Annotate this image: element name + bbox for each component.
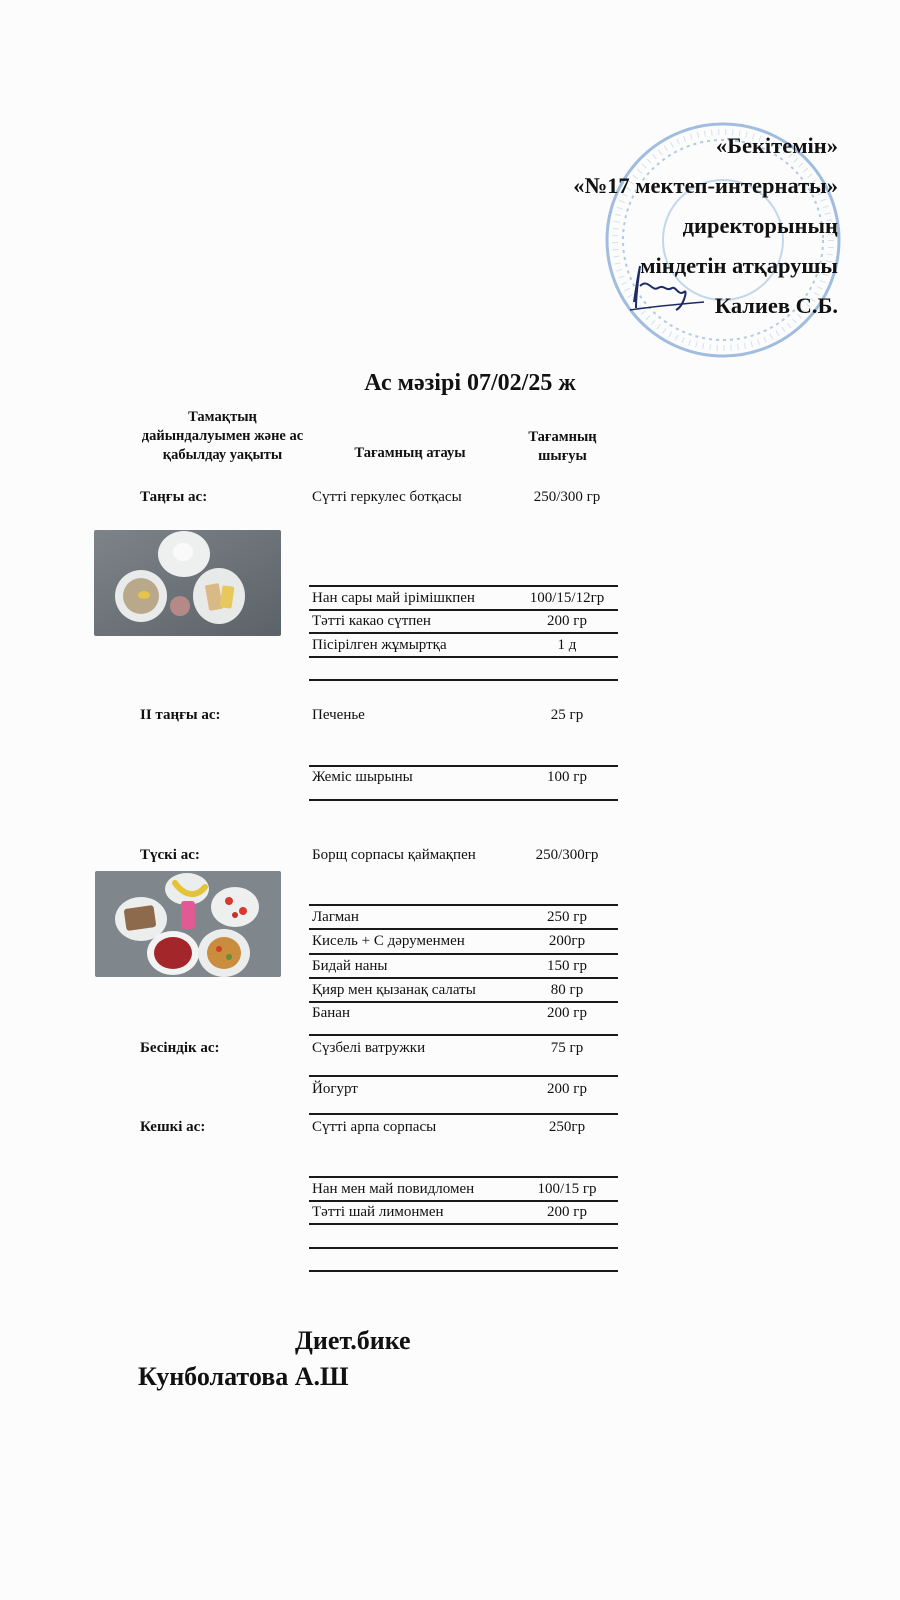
dish-yield: 250/300гр xyxy=(535,847,599,863)
page-title: Ас мәзірі 07/02/25 ж xyxy=(364,370,576,396)
dish-yield: 200 гр xyxy=(547,1005,587,1021)
row-divider xyxy=(309,953,618,955)
row-divider xyxy=(309,609,618,611)
dish-name: Банан xyxy=(312,1005,350,1021)
row-divider xyxy=(309,632,618,634)
dish-name: Сүтті арпа сорпасы xyxy=(312,1119,437,1135)
row-divider xyxy=(309,1270,618,1272)
dish-yield: 250/300 гр xyxy=(533,489,601,505)
row-divider xyxy=(309,765,618,767)
dish-name: Кисель + С дәруменмен xyxy=(312,933,465,949)
dish-name: Нан мен май повидломен xyxy=(312,1181,475,1197)
dish-name: Сүтті геркулес ботқасы xyxy=(312,489,462,505)
dish-yield: 80 гр xyxy=(550,982,584,998)
dish-yield: 250гр xyxy=(548,1119,586,1135)
row-divider xyxy=(309,977,618,979)
row-divider xyxy=(309,1075,618,1077)
dish-yield: 100/15/12гр xyxy=(529,590,605,606)
row-divider xyxy=(309,1034,618,1036)
approval-line-3: директорының xyxy=(682,213,838,238)
approval-line-1: «Бекітемін» xyxy=(715,133,838,158)
row-divider xyxy=(309,1001,618,1003)
lunch-photo xyxy=(95,871,281,977)
dish-name: Лагман xyxy=(312,909,359,925)
dish-name: Тәтті какао сүтпен xyxy=(312,613,431,629)
dish-yield: 250 гр xyxy=(547,909,587,925)
meal-snack: Бесіндік ас: xyxy=(140,1040,220,1056)
dish-yield: 200 гр xyxy=(547,1081,587,1097)
dish-yield: 25 гр xyxy=(550,707,584,723)
dish-yield: 200гр xyxy=(548,933,586,949)
meal-second-breakfast: ІІ таңғы ас: xyxy=(140,707,221,723)
row-divider xyxy=(309,904,618,906)
dish-yield: 100/15 гр xyxy=(537,1181,597,1197)
row-divider xyxy=(309,585,618,587)
row-divider xyxy=(309,679,618,681)
dish-name: Сүзбелі ватружки xyxy=(312,1040,426,1056)
approval-line-5: Калиев С.Б. xyxy=(714,293,838,318)
header-yield: Тағамның шығуы xyxy=(528,429,597,464)
dish-name: Пісірілген жұмыртқа xyxy=(312,637,447,653)
dish-yield: 100 гр xyxy=(547,769,587,785)
dish-name: Нан сары май ірімішкпен xyxy=(312,590,475,606)
dish-yield: 75 гр xyxy=(550,1040,584,1056)
dish-name: Бидай наны xyxy=(312,958,388,974)
meal-lunch: Түскі ас: xyxy=(140,847,200,863)
dietitian-name: Кунболатова А.Ш xyxy=(138,1362,349,1391)
breakfast-photo xyxy=(94,530,281,636)
dish-yield: 150 гр xyxy=(547,958,587,974)
dish-name: Қияр мен қызанақ салаты xyxy=(312,982,476,998)
approval-line-4: міндетін атқарушы xyxy=(640,253,838,278)
row-divider xyxy=(309,1176,618,1178)
dish-yield: 200 гр xyxy=(547,1204,587,1220)
row-divider xyxy=(309,799,618,801)
row-divider xyxy=(309,656,618,658)
approval-line-2: «№17 мектеп-интернаты» xyxy=(573,173,838,198)
header-meal-time: Тамақтың дайындалуымен және ас қабылдау уақыты xyxy=(141,409,304,463)
dish-yield: 1 д xyxy=(557,637,577,653)
dish-name: Жеміс шырыны xyxy=(312,769,413,785)
row-divider xyxy=(309,1247,618,1249)
row-divider xyxy=(309,928,618,930)
signature xyxy=(626,258,706,318)
row-divider xyxy=(309,1200,618,1202)
row-divider xyxy=(309,1223,618,1225)
dish-name: Йогурт xyxy=(312,1081,358,1097)
dish-name: Борщ сорпасы қаймақпен xyxy=(312,847,476,863)
meal-breakfast: Таңғы ас: xyxy=(140,489,208,505)
dish-name: Печенье xyxy=(312,707,365,723)
dish-name: Тәтті шай лимонмен xyxy=(312,1204,444,1220)
meal-dinner: Кешкі ас: xyxy=(140,1119,206,1135)
dish-yield: 200 гр xyxy=(547,613,587,629)
row-divider xyxy=(309,1113,618,1115)
dietitian-role: Диет.бике xyxy=(295,1326,411,1355)
header-dish-name: Тағамның атауы xyxy=(354,445,466,461)
